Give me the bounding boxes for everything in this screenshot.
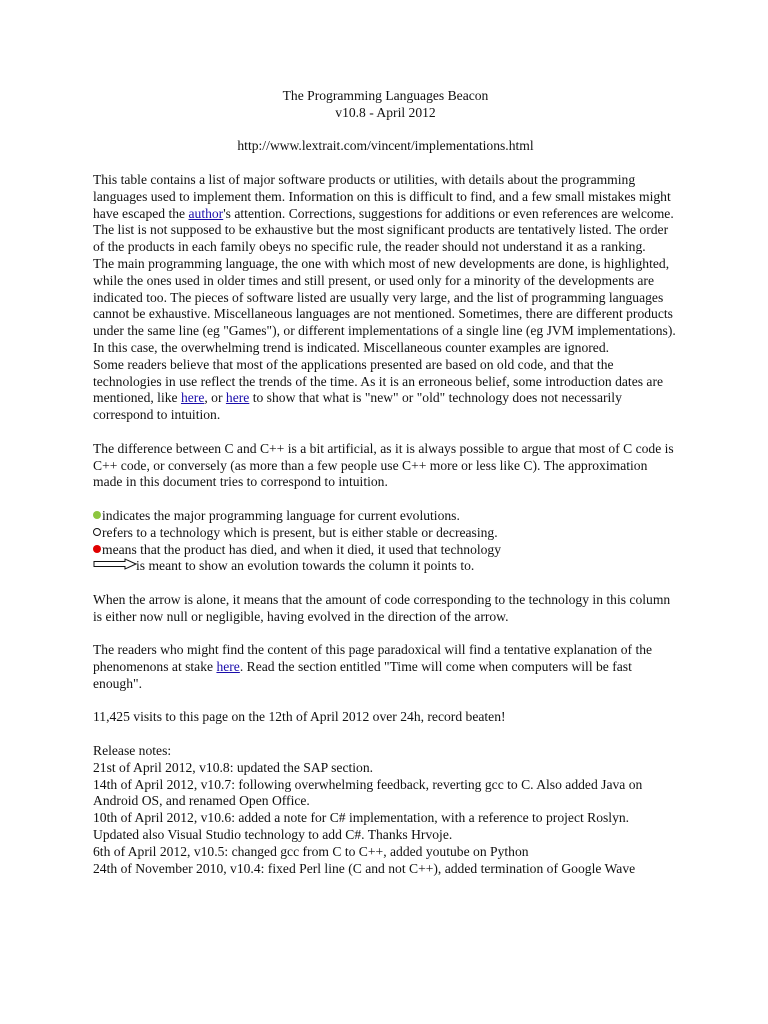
here-link-1[interactable]: here <box>180 390 205 406</box>
release-notes-heading: Release notes: <box>93 743 172 759</box>
release-note-item: 21st of April 2012, v10.8: updated the SAP section. <box>93 759 374 775</box>
intro-paragraph-2: The main programming language, the one with which most of new developments are done, is highlighted, while the ones used in older times and still present, or used only for a minority of the developments are indicated too. The pieces of software listed are usually very large, and the list of programming languages cannot be exhaustive. Miscellaneous languages are not mentioned. Sometimes, there are different products under the same line (eg "Games"), or different implementations of a single line (eg JVM implementations). In this case, the overwhelming trend is indicated. Miscellaneous counter examples are ignored. <box>93 255 676 355</box>
c-cpp-paragraph: The difference between C and C++ is a bit artificial, as it is always possible to argue that most of C code is C++ code, or conversely (as more than a few people use C++ more or less like C). The approximation made in this document tries to correspond to intuition. <box>93 440 674 490</box>
paradox-paragraph: The readers who might find the content of this page paradoxical will find a tentative explanation of the phenomenons at stake here. Read the section entitled "Time will come when computers will be fast enough". <box>93 642 653 691</box>
here-link-3[interactable]: here <box>216 659 240 675</box>
release-note-item: 10th of April 2012, v10.6: added a note for C# implementation, with a reference to project Roslyn. Updated also Visual Studio technology to add C#. Thanks Hrvoje. <box>93 810 630 843</box>
legend-item-green: indicates the major programming language for current evolutions. <box>93 508 678 525</box>
legend-item-arrow: is meant to show an evolution towards the column it points to. <box>93 558 678 575</box>
legend <box>93 508 678 575</box>
visits-line: 11,425 visits to this page on the 12th of April 2012 over 24h, record beaten! <box>93 709 506 725</box>
empty-dot-icon <box>93 528 101 536</box>
here-link-2[interactable]: here <box>225 390 250 406</box>
intro-paragraph-3: Some readers believe that most of the applications presented are based on old code, and that the technologies in use reflect the trends of the time. As it is an erroneous belief, some introduction dates are mentioned, like here, or here to show that what is "new" or "old" technology does not necessarily correspond to intuition. <box>93 356 664 423</box>
page-url: http://www.lextrait.com/vincent/implementations.html <box>237 138 534 154</box>
author-link[interactable]: author <box>188 205 224 221</box>
version-line: v10.8 - April 2012 <box>335 104 436 120</box>
legend-item-red: means that the product has died, and when it died, it used that technology <box>93 542 678 559</box>
legend-item-empty: refers to a technology which is present, but is either stable or decreasing. <box>93 525 678 542</box>
arrow-note: When the arrow is alone, it means that the amount of code corresponding to the technology in this column is either now null or negligible, having evolved in the direction of the arrow. <box>93 591 671 624</box>
red-dot-icon <box>93 545 101 553</box>
release-notes <box>93 743 678 877</box>
document-body <box>93 88 678 877</box>
intro-paragraph-1: This table contains a list of major software products or utilities, with details about the programming languages used to implement them. Information on this is difficult to find, and a few small mistakes might have escaped the author's attention. Corrections, suggestions for additions or even references are welcome. The list is not supposed to be exhaustive but the most significant products are tentatively listed. The order of the products in each family obeys no specific rule, the reader should not understand it as a ranking. <box>93 171 674 255</box>
release-note-item: 14th of April 2012, v10.7: following overwhelming feedback, reverting gcc to C. Also added Java on Android OS, and renamed Open Office. <box>93 776 643 809</box>
page-title: The Programming Languages Beacon <box>282 88 489 103</box>
release-note-item: 24th of November 2010, v10.4: fixed Perl line (C and not C++), added termination of Google Wave <box>93 860 636 876</box>
release-note-item: 6th of April 2012, v10.5: changed gcc from C to C++, added youtube on Python <box>93 843 529 859</box>
arrow-right-icon <box>93 558 137 575</box>
green-dot-icon <box>93 511 101 519</box>
